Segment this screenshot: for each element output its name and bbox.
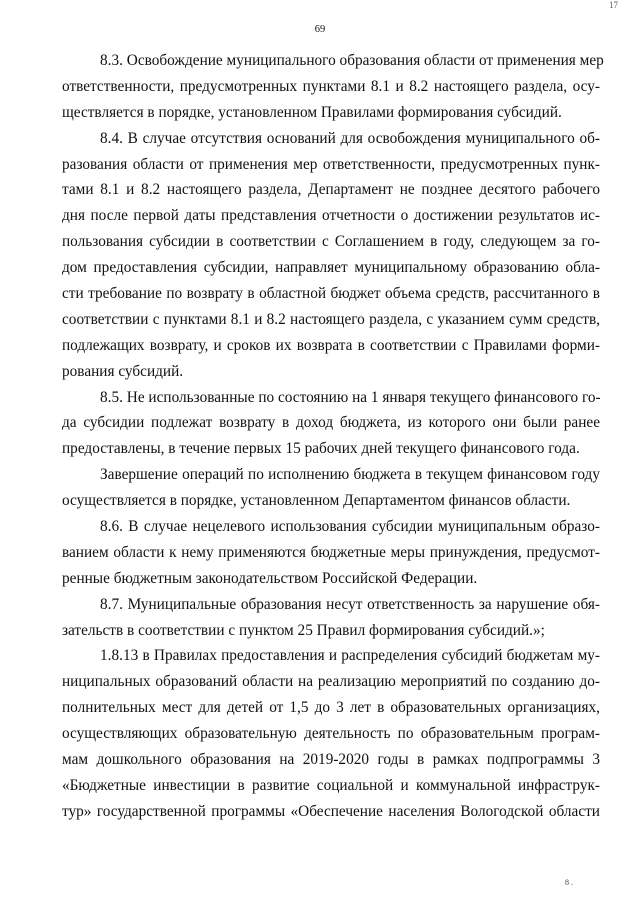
text-line: осуществляющих образовательную деятельность по образовательным програм- bbox=[62, 725, 600, 743]
text-line: пользования субсидии в соответствии с Соглашением в году, следующем за го- bbox=[62, 233, 600, 251]
text-line: 1.8.13 в Правилах предоставления и распределения субсидий бюджетам му- bbox=[100, 647, 600, 665]
text-line: да субсидии подлежат возврату в доход бюджета, из которого они были ранее bbox=[62, 414, 600, 432]
text-line: 8.7. Муниципальные образования несут ответственность за нарушение обя- bbox=[100, 595, 600, 613]
text-line: ществляется в порядке, установленном Правилами формирования субсидий. bbox=[62, 103, 562, 121]
text-line: «Бюджетные инвестиции в развитие социальной и коммунальной инфраструк- bbox=[62, 776, 600, 794]
text-line: ванием области к нему применяются бюджетные меры принуждения, предусмот- bbox=[62, 543, 600, 561]
text-line: Завершение операций по исполнению бюджета в текущем финансовом году bbox=[100, 466, 600, 484]
paragraph-8-6 bbox=[62, 514, 600, 592]
text-line: рования субсидий. bbox=[62, 362, 184, 380]
text-line: полнительных мест для детей от 1,5 до 3 лет в образовательных организациях, bbox=[62, 699, 600, 717]
page-corner-mark-bottom: 8 . bbox=[565, 878, 573, 887]
text-line: сти требование по возврату в областной бюджет объема средств, рассчитанного в bbox=[62, 285, 600, 303]
paragraph-8-5 bbox=[62, 385, 600, 463]
text-line: 8.5. Не использованные по состоянию на 1 января текущего финансового го- bbox=[100, 388, 601, 406]
text-line: подлежащих возврату, и сроков их возврата в соответствии с Правилами форми- bbox=[62, 336, 600, 354]
paragraph-8-4 bbox=[62, 126, 600, 385]
text-line: ренные бюджетным законодательством Российской Федерации. bbox=[62, 569, 478, 587]
paragraph-8-3 bbox=[62, 48, 604, 126]
text-line: осуществляется в порядке, установленном Департаментом финансов области. bbox=[62, 492, 571, 510]
text-line: 8.4. В случае отсутствия оснований для освобождения муниципального об- bbox=[100, 129, 600, 147]
paragraph-1-8-13 bbox=[62, 643, 600, 824]
text-line: предоставлены, в течение первых 15 рабочих дней текущего финансового года. bbox=[62, 440, 580, 458]
text-line: ниципальных образований области на реализацию мероприятий по созданию до- bbox=[62, 673, 600, 691]
text-line: мам дошкольного образования на 2019-2020 годы в рамках подпрограммы 3 bbox=[62, 751, 600, 769]
text-line: дня после первой даты представления отчетности о достижении результатов ис- bbox=[62, 207, 600, 225]
text-line: разования области от применения мер ответственности, предусмотренных пунк- bbox=[62, 155, 600, 173]
text-line: дом предоставления субсидии, направляет муниципальному образованию обла- bbox=[62, 259, 600, 277]
text-line: тами 8.1 и 8.2 настоящего раздела, Департамент не позднее десятого рабочего bbox=[62, 181, 600, 199]
text-line: тур» государственной программы «Обеспечение населения Вологодской области bbox=[62, 802, 600, 820]
text-line: зательств в соответствии с пунктом 25 Правил формирования субсидий.»; bbox=[62, 621, 545, 639]
paragraph-8-7 bbox=[62, 592, 600, 644]
document-body bbox=[62, 48, 604, 825]
text-line: 8.6. В случае нецелевого использования субсидии муниципальным образо- bbox=[100, 518, 600, 536]
text-line: 8.3. Освобождение муниципального образования области от применения мер bbox=[100, 52, 604, 69]
page-corner-mark-top: 17 bbox=[609, 0, 618, 10]
page-number: 69 bbox=[314, 24, 326, 35]
paragraph-budget-completion bbox=[62, 462, 600, 514]
text-line: соответствии с пунктами 8.1 и 8.2 настоящего раздела, с указанием сумм средств, bbox=[62, 310, 600, 328]
text-line: ответственности, предусмотренных пунктами 8.1 и 8.2 настоящего раздела, осу- bbox=[62, 77, 600, 95]
